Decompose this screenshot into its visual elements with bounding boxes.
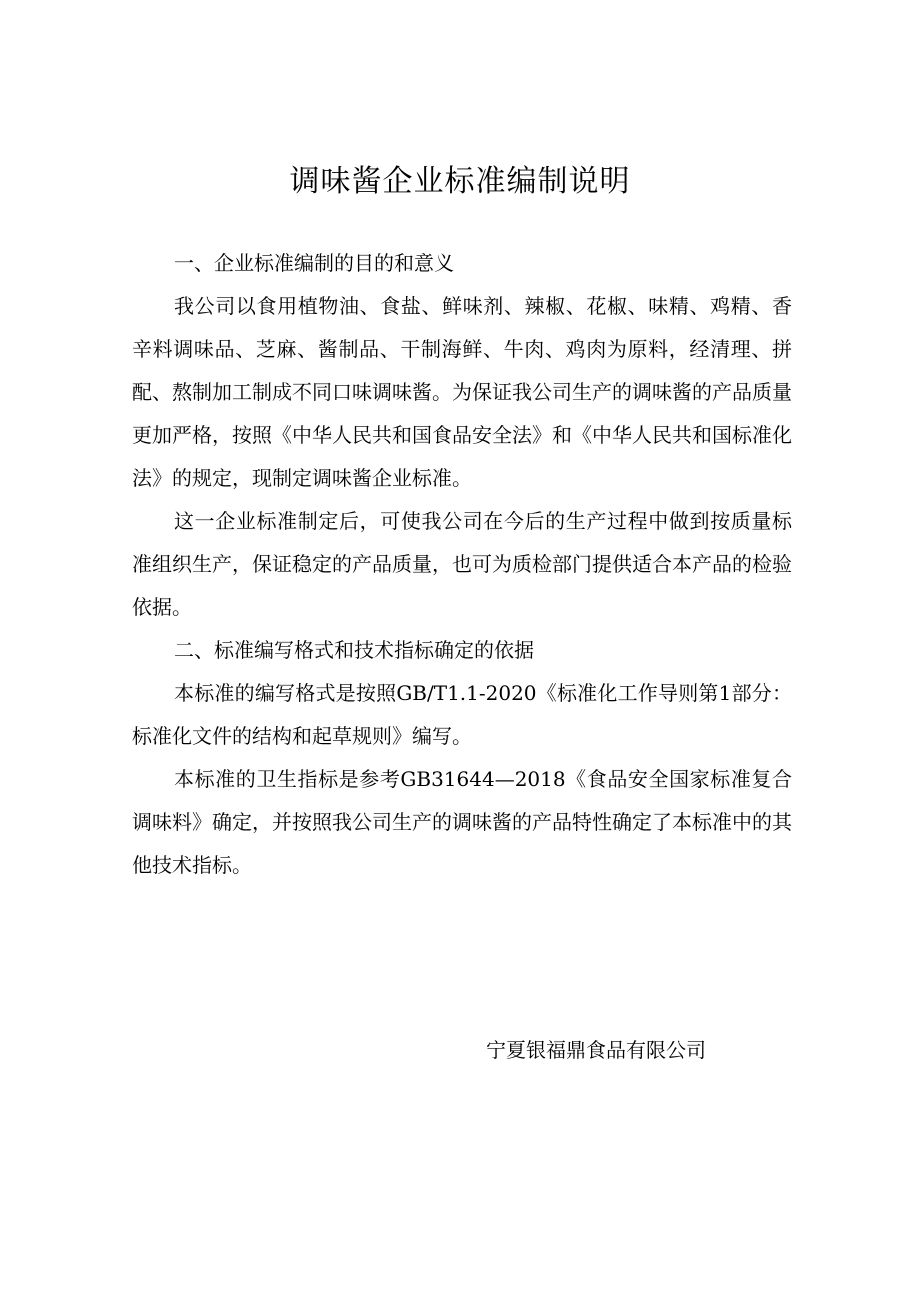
paragraph-hygiene-basis: 本标准的卫生指标是参考GB31644—2018《食品安全国家标准复合调味料》确定，并按照我公司生产的调味酱的产品特性确定了本标准中的其他技术指标。 — [132, 767, 792, 877]
document-body — [132, 242, 792, 887]
paragraph-benefits: 这一企业标准制定后，可使我公司在今后的生产过程中做到按质量标准组织生产，保证稳定的产品质量，也可为质检部门提供适合本产品的检验依据。 — [132, 509, 792, 619]
section-heading-basis: 二、标准编写格式和技术指标确定的依据 — [174, 638, 534, 662]
paragraph-format-basis: 本标准的编写格式是按照GB/T1.1-2020《标准化工作导则第1部分：标准化文件的结构和起草规则》编写。 — [132, 681, 792, 748]
document-title: 调味酱企业标准编制说明 — [289, 164, 631, 199]
company-signature: 宁夏银福鼎食品有限公司 — [486, 1038, 706, 1062]
paragraph-raw-materials: 我公司以食用植物油、食盐、鲜味剂、辣椒、花椒、味精、鸡精、香辛料调味品、芝麻、酱制品、干制海鲜、牛肉、鸡肉为原料，经清理、拼配、熬制加工制成不同口味调味酱。为保证我公司生产的调味酱的产品质量更加严格，按照《中华人民共和国食品安全法》和《中华人民共和国标准化法》的规定，现制定调味酱企业标准。 — [132, 294, 792, 490]
section-heading-purpose: 一、企业标准编制的目的和意义 — [174, 251, 454, 275]
